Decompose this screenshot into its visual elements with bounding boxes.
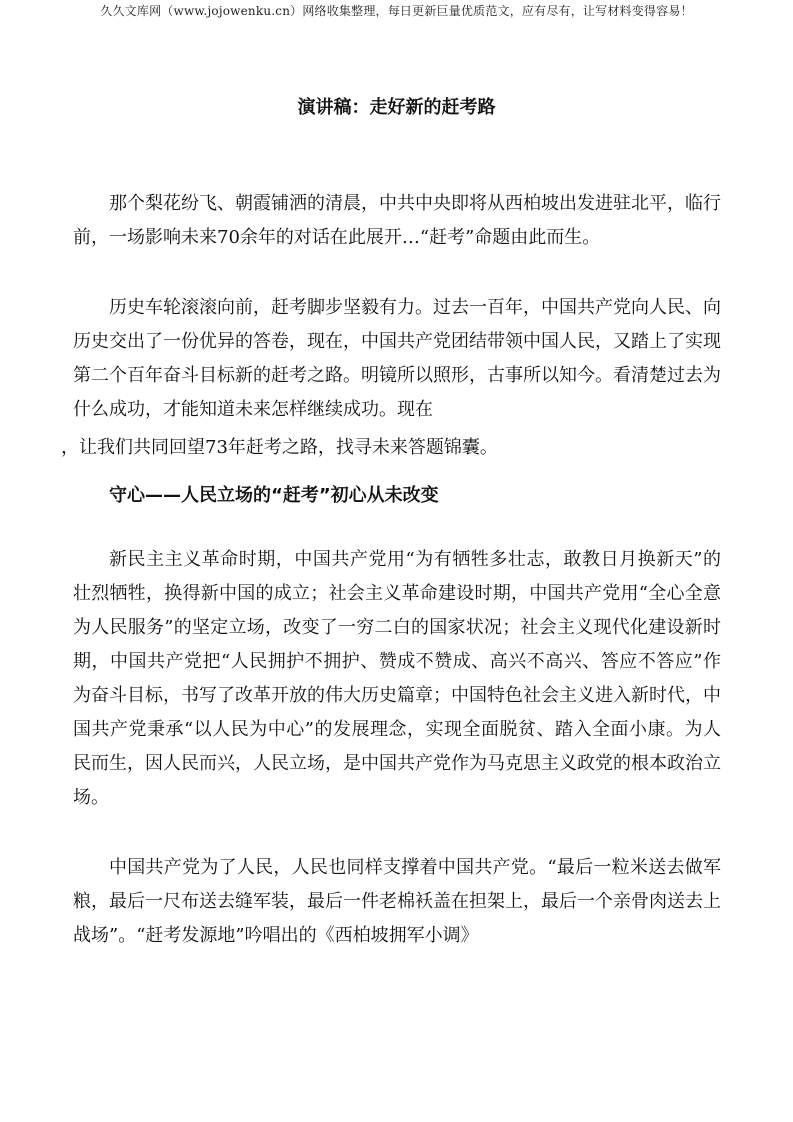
document-title: 演讲稿：走好新的赶考路 [297, 97, 496, 118]
paragraph-history: 历史车轮滚滚向前，赶考脚步坚毅有力。过去一百年，中国共产党向人民、向历史交出了一份优异的答卷，现在，中国共产党团结带领中国人民，又踏上了实现第二个百年奋斗目标新的赶考之路。明镜所以照形，古事所以知今。看清楚过去为什么成功，才能知道未来怎样继续成功。现在 [73, 297, 721, 420]
page-header: 久久文库网（www.jojowenku.cn）网络收集整理，每日更新巨量优质范文，应有尽有，让写材料变得容易！ [100, 4, 693, 18]
paragraph-history-continuation: ，让我们共同回望73年赶考之路，找寻未来答题锦囊。 [61, 437, 498, 458]
section-heading: 守心——人民立场的“赶考”初心从未改变 [109, 485, 439, 506]
paragraph-people-support: 中国共产党为了人民，人民也同样支撑着中国共产党。“最后一粒米送去做军粮，最后一尺布送去缝军装，最后一件老棉袄盖在担架上，最后一个亲骨肉送去上战场”。“赶考发源地”吟唱出的《西柏坡拥军小调》 [73, 857, 721, 946]
document-body [61, 187, 721, 953]
paragraph-people-stance: 新民主主义革命时期，中国共产党用“为有牺牲多壮志，敢教日月换新天”的壮烈牺牲，换得新中国的成立；社会主义革命建设时期，中国共产党用“全心全意为人民服务”的坚定立场，改变了一穷二白的国家状况；社会主义现代化建设新时期，中国共产党把“人民拥护不拥护、赞成不赞成、高兴不高兴、答应不答应”作为奋斗目标，书写了改革开放的伟大历史篇章；中国特色社会主义进入新时代，中国共产党秉承“以人民为中心”的发展理念，实现全面脱贫、踏入全面小康。为人民而生，因人民而兴，人民立场，是中国共产党作为马克思主义政党的根本政治立场。 [73, 549, 721, 808]
paragraph-intro: 那个梨花纷飞、朝霞铺洒的清晨，中共中央即将从西柏坡出发进驻北平，临行前，一场影响未来70余年的对话在此展开…“赶考”命题由此而生。 [73, 193, 721, 248]
